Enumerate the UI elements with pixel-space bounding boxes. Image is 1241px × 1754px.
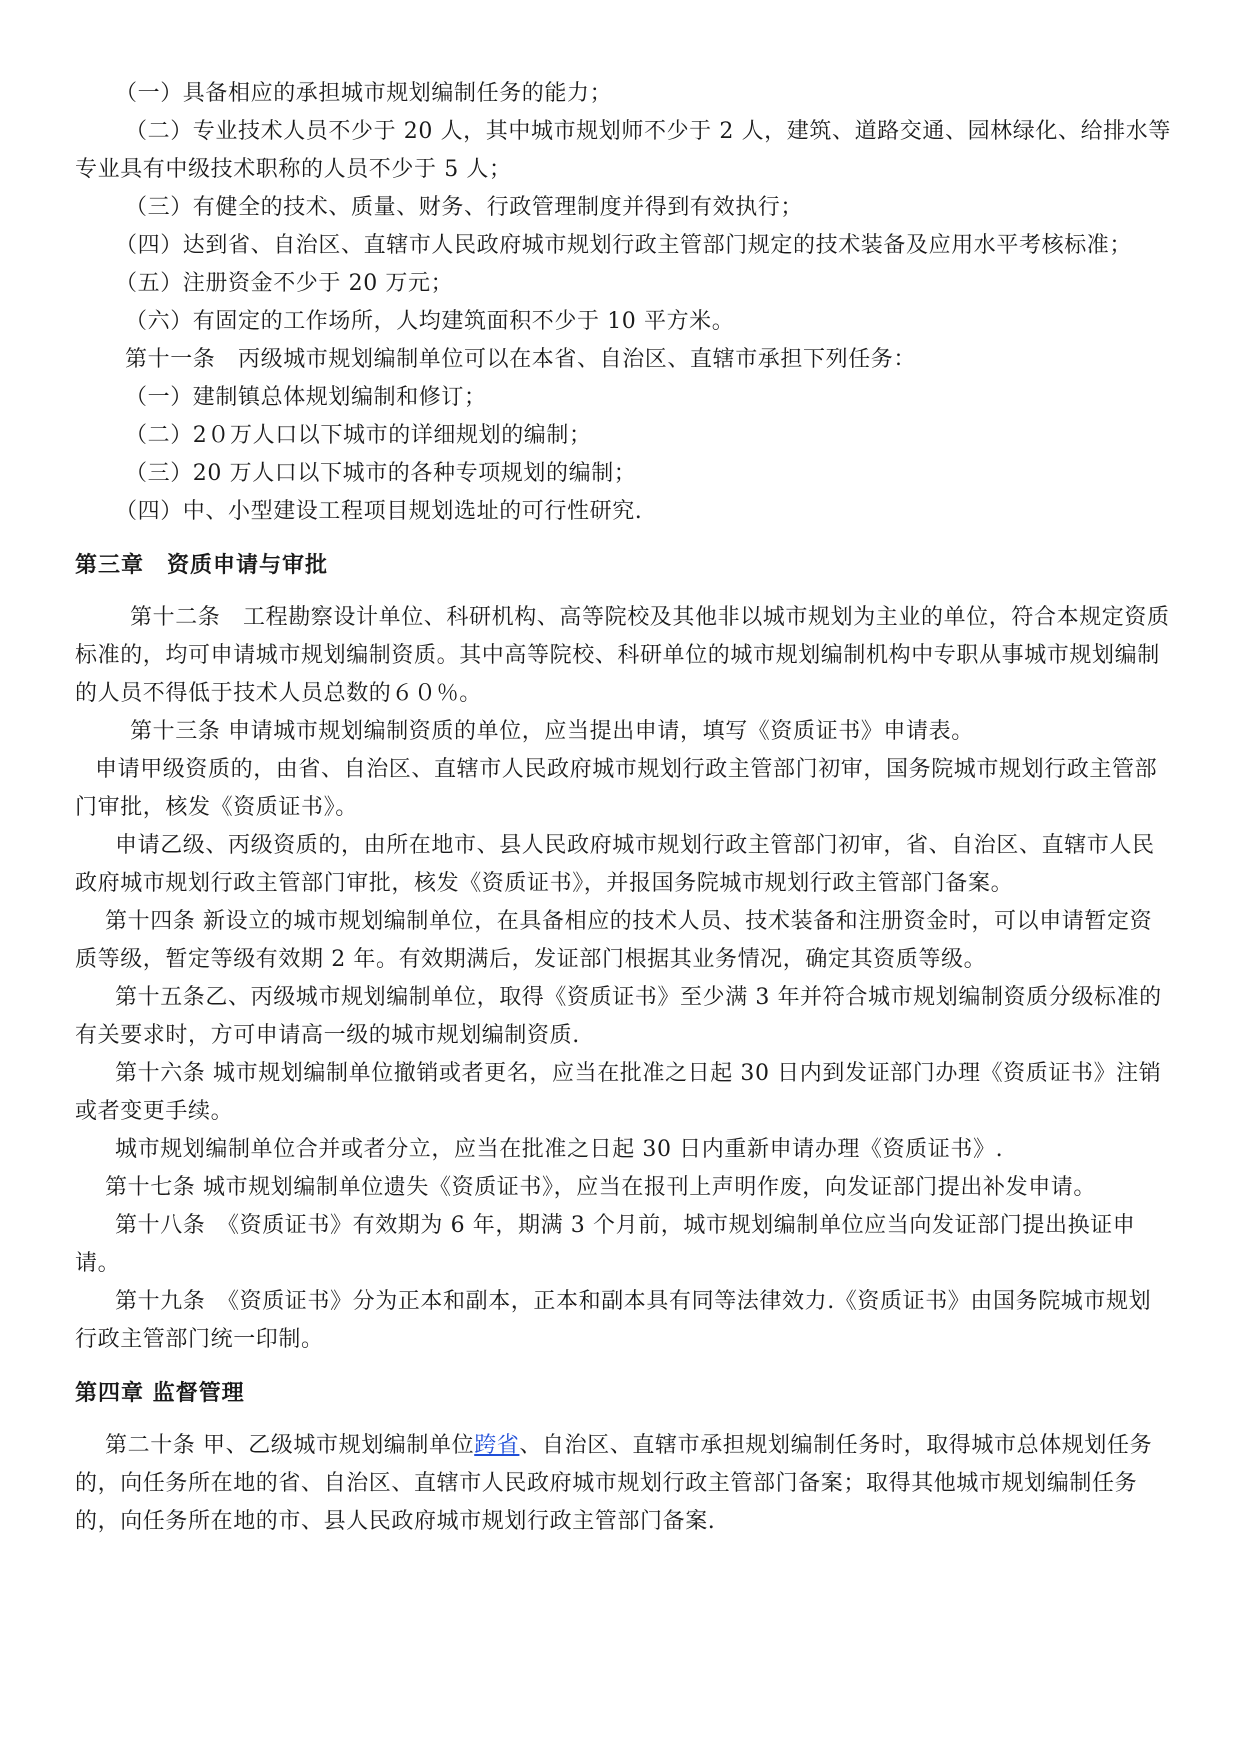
chapter-4-heading: 第四章 监督管理: [75, 1381, 245, 1406]
article-20: [75, 1427, 1171, 1541]
article-13: 第十三条 申请城市规划编制资质的单位，应当提出申请，填写《资质证书》申请表。: [130, 719, 974, 744]
article-11-intro: 第十一条 丙级城市规划编制单位可以在本省、自治区、直辖市承担下列任务：: [125, 347, 917, 372]
requirement-3: （三）有健全的技术、质量、财务、行政管理制度并得到有效执行；: [125, 195, 804, 220]
requirement-1: （一）具备相应的承担城市规划编制任务的能力；: [115, 81, 613, 106]
chapter-3-heading: 第三章 资质申请与审批: [75, 553, 329, 578]
article-14: 第十四条 新设立的城市规划编制单位，在具备相应的技术人员、技术装备和注册资金时，可以申请暂定资质等级，暂定等级有效期 2 年。有效期满后，发证部门根据其业务情况，确定其资质等级。: [75, 909, 1153, 972]
article-13-paragraph-2: 申请甲级资质的，由省、自治区、直辖市人民政府城市规划行政主管部门初审，国务院城市规划行政主管部门审批，核发《资质证书》。: [75, 757, 1158, 820]
cross-province-link[interactable]: 跨省: [474, 1433, 520, 1458]
article-18: 第十八条 《资质证书》有效期为 6 年，期满 3 个月前，城市规划编制单位应当向发证部门提出换证申请。: [75, 1213, 1136, 1276]
article-20-text-after: 、自治区、直辖市承担规划编制任务时，取得城市总体规划任务的，向任务所在地的省、自治区、直辖市人民政府城市规划行政主管部门备案；取得其他城市规划编制任务的，向任务所在地的市、县人民政府城市规划行政主管部门备案.: [75, 1433, 1153, 1534]
requirement-2: （二）专业技术人员不少于 20 人，其中城市规划师不少于 2 人，建筑、道路交通、园林绿化、给排水等专业具有中级技术职称的人员不少于 5 人；: [75, 119, 1171, 182]
article-11-item-2: （二）2０万人口以下城市的详细规划的编制；: [125, 423, 592, 448]
article-11-item-3: （三）20 万人口以下城市的各种专项规划的编制；: [125, 461, 637, 486]
requirement-6: （六）有固定的工作场所，人均建筑面积不少于 10 平方米。: [125, 309, 735, 334]
requirement-4: （四）达到省、自治区、直辖市人民政府城市规划行政主管部门规定的技术装备及应用水平考核标准；: [115, 233, 1133, 258]
article-12: 第十二条 工程勘察设计单位、科研机构、高等院校及其他非以城市规划为主业的单位，符合本规定资质标准的，均可申请城市规划编制资质。其中高等院校、科研单位的城市规划编制机构中专职从事城市规划编制的人员不得低于技术人员总数的６０％。: [75, 605, 1170, 706]
article-15: 第十五条乙、丙级城市规划编制单位，取得《资质证书》至少满 3 年并符合城市规划编制资质分级标准的有关要求时，方可申请高一级的城市规划编制资质.: [75, 985, 1162, 1048]
article-20-text-before: 第二十条 甲、乙级城市规划编制单位: [105, 1433, 475, 1458]
article-13-paragraph-3: 申请乙级、丙级资质的，由所在地市、县人民政府城市规划行政主管部门初审，省、自治区、直辖市人民政府城市规划行政主管部门审批，核发《资质证书》，并报国务院城市规划行政主管部门备案。: [75, 833, 1155, 896]
article-11-item-4: （四）中、小型建设工程项目规划选址的可行性研究.: [115, 499, 643, 524]
requirement-5: （五）注册资金不少于 20 万元；: [115, 271, 454, 296]
article-16-paragraph-2: 城市规划编制单位合并或者分立，应当在批准之日起 30 日内重新申请办理《资质证书》.: [115, 1137, 1004, 1162]
article-17: 第十七条 城市规划编制单位遗失《资质证书》，应当在报刊上声明作废，向发证部门提出补发申请。: [105, 1175, 1096, 1200]
article-16: 第十六条 城市规划编制单位撤销或者更名，应当在批准之日起 30 日内到发证部门办理《资质证书》注销或者变更手续。: [75, 1061, 1162, 1124]
article-19: 第十九条 《资质证书》分为正本和副本，正本和副本具有同等法律效力.《资质证书》由国务院城市规划行政主管部门统一印制。: [75, 1289, 1152, 1352]
article-11-item-1: （一）建制镇总体规划编制和修订；: [125, 385, 487, 410]
